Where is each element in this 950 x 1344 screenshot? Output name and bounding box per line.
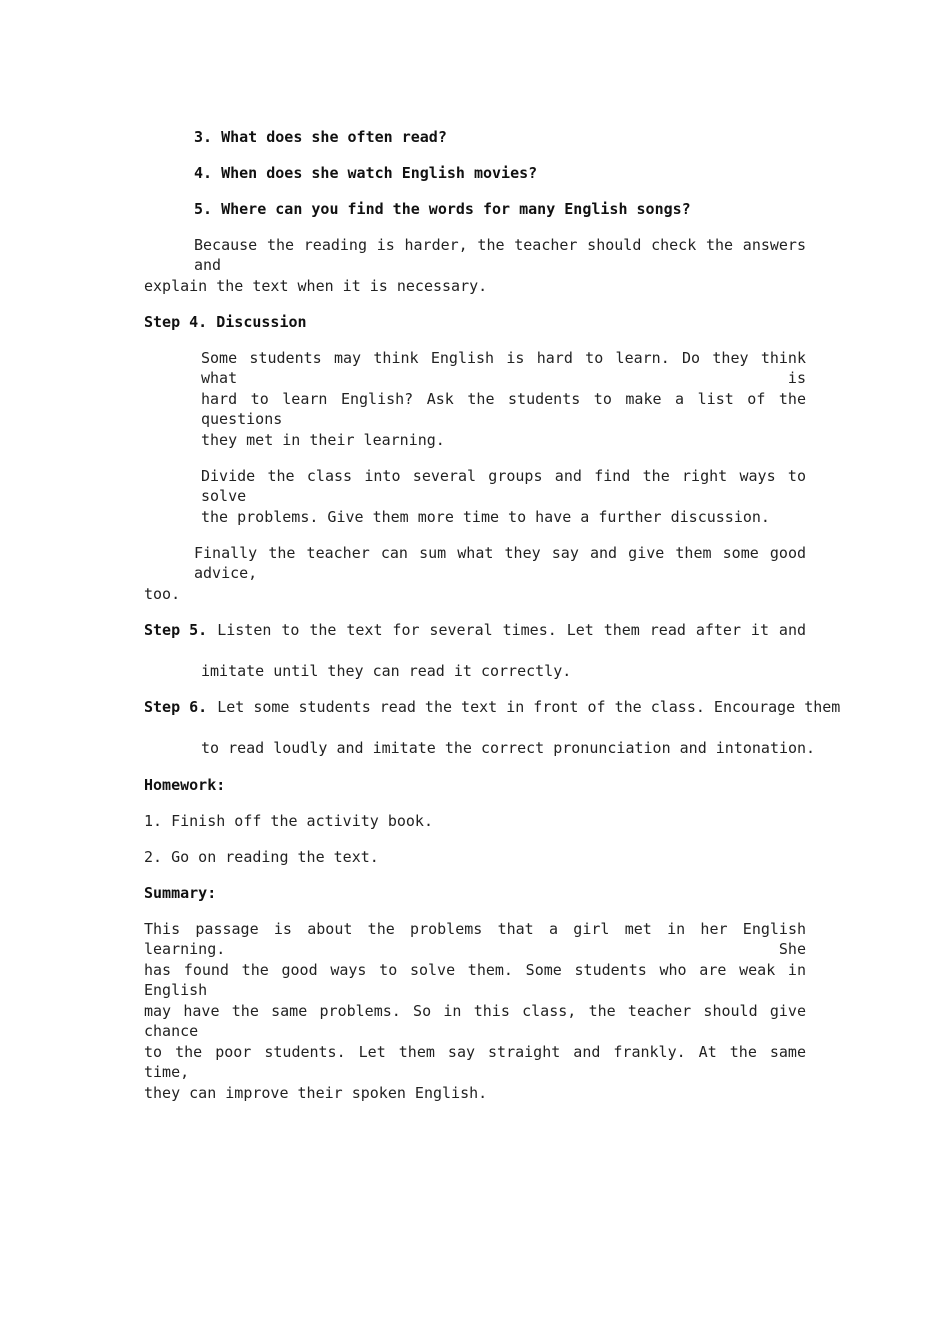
- step4-p2-line-2: the problems. Give them more time to have a further discussion.: [201, 508, 770, 526]
- homework-item-2: 2. Go on reading the text.: [144, 848, 379, 866]
- summary-line-4: to the poor students. Let them say straight and frankly. At the same time,: [144, 1043, 806, 1081]
- homework-item-1: 1. Finish off the activity book.: [144, 812, 433, 830]
- step5-line-1: [144, 620, 806, 640]
- question-3: 3. What does she often read?: [194, 128, 447, 146]
- step6-label: Step 6.: [144, 698, 208, 716]
- homework-heading: Homework:: [144, 776, 226, 794]
- step4-heading: Step 4. Discussion: [144, 313, 307, 331]
- summary-line-1: This passage is about the problems that a girl met in her English learning. She: [144, 920, 806, 958]
- step6-line-2: to read loudly and imitate the correct pronunciation and intonation.: [201, 739, 816, 757]
- step4-p3-line-2: too.: [144, 585, 181, 603]
- summary-line-3: may have the same problems. So in this class, the teacher should give chance: [144, 1002, 806, 1040]
- step5-line-2: imitate until they can read it correctly.: [201, 662, 572, 680]
- summary-line-5: they can improve their spoken English.: [144, 1084, 488, 1102]
- step6-line-1: [144, 697, 841, 717]
- question-5: 5. Where can you find the words for many English songs?: [194, 200, 691, 218]
- summary-line-2: has found the good ways to solve them. Some students who are weak in English: [144, 961, 806, 999]
- step4-p1-line-3: they met in their learning.: [201, 431, 445, 449]
- step5-text: Listen to the text for several times. Let them read after it and: [217, 621, 806, 639]
- step4-p1-line-1: Some students may think English is hard to learn. Do they think what is: [201, 349, 806, 387]
- step5-label: Step 5.: [144, 621, 208, 639]
- step6-text: Let some students read the text in front of the class. Encourage them: [217, 698, 841, 716]
- step4-p2-line-1: Divide the class into several groups and find the right ways to solve: [201, 467, 806, 505]
- reading-note-line-2: explain the text when it is necessary.: [144, 277, 488, 295]
- reading-note-line-1: Because the reading is harder, the teacher should check the answers and: [194, 236, 806, 274]
- question-4: 4. When does she watch English movies?: [194, 164, 538, 182]
- summary-heading: Summary:: [144, 884, 217, 902]
- step4-p1-line-2: hard to learn English? Ask the students to make a list of the questions: [201, 390, 806, 428]
- step4-p3-line-1: Finally the teacher can sum what they say and give them some good advice,: [194, 544, 806, 582]
